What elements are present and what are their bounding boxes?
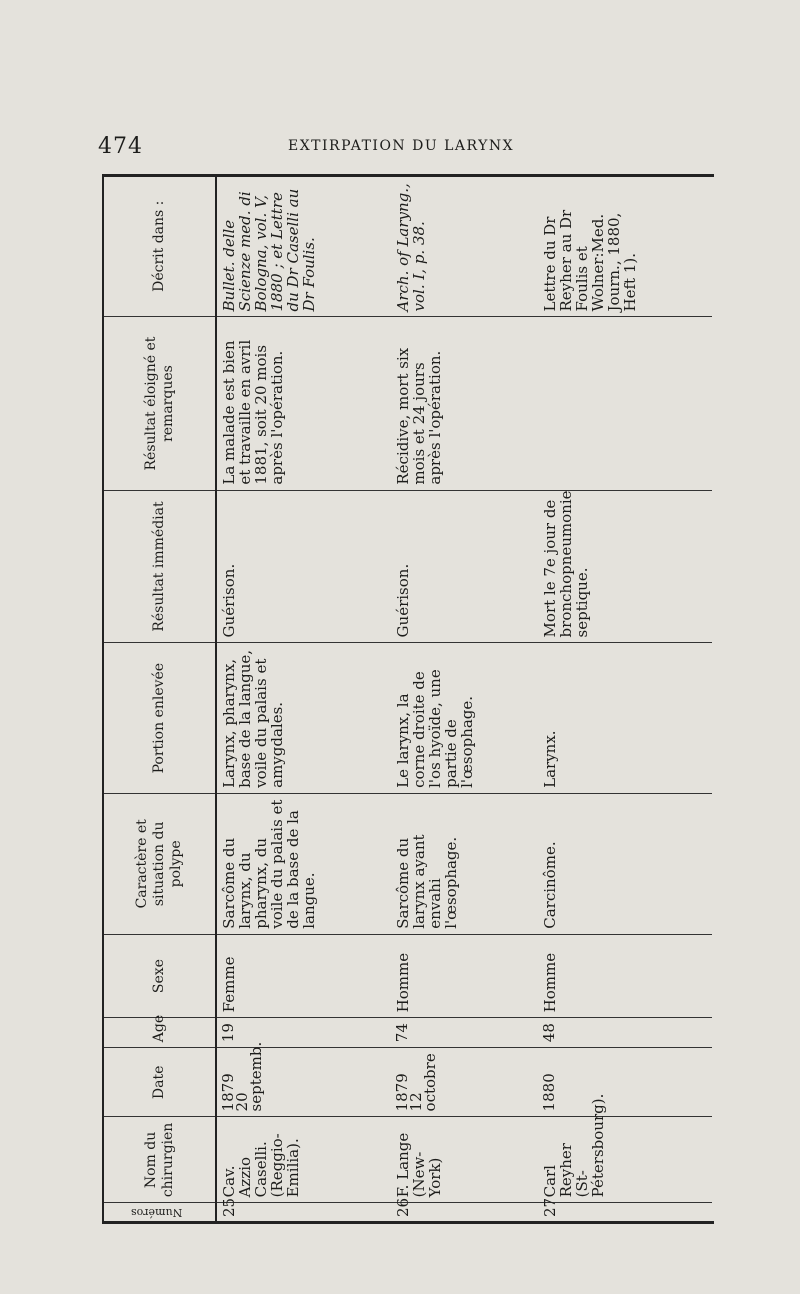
cell-numero: 25 <box>220 1197 238 1217</box>
running-title: EXTIRPATION DU LARYNX <box>288 138 515 154</box>
cell-numero: 27 <box>541 1197 560 1217</box>
cell-age: 48 <box>538 1018 712 1048</box>
cell-immediat: Guérison. <box>391 490 538 643</box>
surgery-table <box>104 176 712 1222</box>
col-header-age: Age <box>104 1018 216 1048</box>
cell-decrit: Arch. of Laryng., vol. I, p. 38. <box>391 176 538 317</box>
cell-portion: Larynx, pharynx, base de la langue, voile du palais et amygdales. <box>216 643 391 793</box>
table-row <box>216 176 391 1222</box>
col-header-eloigne: Résultat éloigné et remarques <box>104 317 216 490</box>
cell-immediat: Mort le 7e jour de bronchopneumonie septique. <box>538 490 712 643</box>
cell-caractere: Carcinôme. <box>538 793 712 934</box>
rotated-table-container <box>104 176 712 1222</box>
cell-eloigne: La malade est bien et travaille en avril 1881, soit 20 mois après l'opération. <box>216 317 391 490</box>
cell-portion: Larynx. <box>538 643 712 793</box>
page-number: 474 <box>98 134 143 159</box>
cell-date: 1879 20 septemb. <box>216 1048 391 1117</box>
cell-age: 74 <box>391 1018 538 1048</box>
table-row <box>538 176 712 1222</box>
col-header-caractere: Caractère et situation du polype <box>104 793 216 934</box>
cell-decrit: Bullet. delle Scienze med. di Bologna, vol. V, 1880 ; et Lettre du Dr Caselli au Dr Foulis. <box>216 176 391 317</box>
col-header-sexe: Sexe <box>104 934 216 1018</box>
col-header-numero: Numéros <box>104 1203 216 1222</box>
col-header-date: Date <box>104 1048 216 1117</box>
cell-immediat: Guérison. <box>216 490 391 643</box>
table-row <box>391 176 538 1222</box>
col-header-decrit: Décrit dans : <box>104 176 216 317</box>
cell-age: 19 <box>216 1018 391 1048</box>
cell-nom: F. Lange (New-York) <box>391 1117 538 1203</box>
col-header-nom: Nom du chirurgien <box>104 1117 216 1203</box>
cell-eloigne: Récidive, mort six mois et 24 jours après l'opération. <box>391 317 538 490</box>
cell-eloigne <box>538 317 712 490</box>
cell-nom: Cav. Azzio Caselli. (Reggio-Emilia). <box>216 1117 391 1203</box>
cell-date: 1880 <box>538 1048 712 1117</box>
cell-caractere: Sarcôme du larynx, du pharynx, du voile du palais et de la base de la langue. <box>216 793 391 934</box>
col-header-portion: Portion enlevée <box>104 643 216 793</box>
cell-date: 1879 12 octobre <box>391 1048 538 1117</box>
cell-sexe: Homme <box>538 934 712 1018</box>
cell-portion: Le larynx, la corne droite de l'os hyoïde, une partie de l'œsophage. <box>391 643 538 793</box>
cell-sexe: Homme <box>391 934 538 1018</box>
cell-numero: 26 <box>394 1197 413 1217</box>
header-row <box>104 176 216 1222</box>
cell-decrit: Lettre du Dr Reyher au Dr Foulis et Wolner:Med. Journ., 1880, Heft 1). <box>538 176 712 317</box>
col-header-immediat: Résultat immédiat <box>104 490 216 643</box>
cell-nom: Carl Reyher (St-Pétersbourg). <box>538 1117 712 1203</box>
cell-caractere: Sarcôme du larynx ayant envahi l'œsophage. <box>391 793 538 934</box>
cell-sexe: Femme <box>216 934 391 1018</box>
